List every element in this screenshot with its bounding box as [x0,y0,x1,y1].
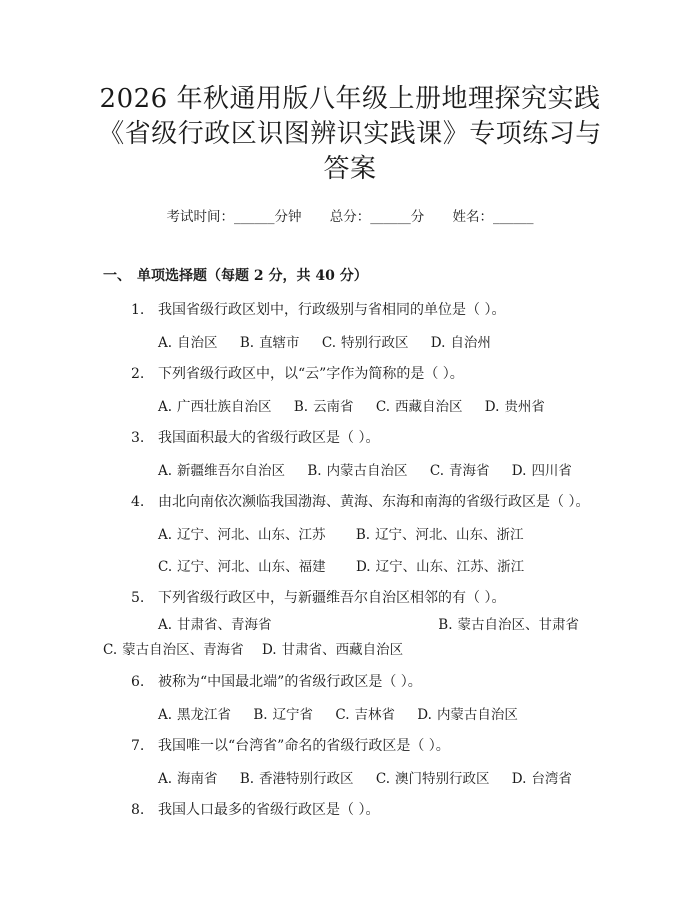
option-b: B. 直辖市 [239,335,300,351]
option-a: A. 海南省 [158,771,218,787]
option-d: D. 自治州 [430,335,491,351]
option-c: C. 青海省 [429,463,490,479]
option-c: C. 蒙古自治区、青海省 [103,642,244,658]
question-8 [131,799,379,819]
option-b: B. 香港特别行政区 [239,771,354,787]
question-number: 1. [131,302,145,318]
exam-score: 总分：______分 [329,209,425,225]
question-1-options [158,331,509,351]
question-2 [131,363,464,383]
option-b: B. 蒙古自治区、甘肃省 [438,617,579,633]
question-5 [131,587,505,607]
question-number: 4. [131,494,145,510]
question-7-options [158,767,590,787]
title-line-2: 《省级行政区识图辨识实践课》专项练习与 [98,119,602,149]
option-b: B. 内蒙古自治区 [307,463,408,479]
question-text: 下列省级行政区中，以“云”字作为简称的是（ ）。 [158,366,464,382]
option-d: D. 辽宁、山东、江苏、浙江 [355,559,525,575]
option-a: A. 甘肃省、青海省 [158,617,272,633]
option-b: B. 云南省 [293,399,354,415]
question-number: 2. [131,366,145,382]
section-label: 单项选择题（每题 2 分，共 40 分） [137,268,368,284]
question-3-options [158,459,590,479]
option-a: A. 广西壮族自治区 [158,399,272,415]
option-a: A. 黑龙江省 [158,707,232,723]
title-line-1: 2026 年秋通用版八年级上册地理探究实践 [99,84,601,114]
question-number: 7. [131,738,145,754]
question-2-options [158,395,563,415]
title-line-3: 答案 [323,154,377,184]
question-6-options [158,703,536,723]
section-heading [103,265,368,285]
question-5-options [103,613,593,663]
option-c: C. 西藏自治区 [375,399,463,415]
exam-meta [0,205,700,225]
question-number: 5. [131,590,145,606]
question-4-options-row-1 [158,523,542,543]
question-text: 我国面积最大的省级行政区是（ ）。 [158,430,380,446]
document-title [60,82,640,187]
option-c: C. 吉林省 [335,707,395,723]
question-text: 由北向南依次濒临我国渤海、黄海、东海和南海的省级行政区是（ ）。 [158,494,590,510]
option-d: D. 台湾省 [511,771,572,787]
option-d: D. 贵州省 [484,399,545,415]
question-text: 我国唯一以“台湾省”命名的省级行政区是（ ）。 [158,738,450,754]
question-1 [131,299,505,319]
option-c: C. 辽宁、河北、山东、福建 [158,559,326,575]
question-4-options-row-2 [158,555,542,575]
option-b: B. 辽宁、河北、山东、浙江 [355,527,524,543]
option-d: D. 四川省 [511,463,572,479]
question-6 [131,671,422,691]
option-a: A. 自治区 [158,335,218,351]
question-4 [131,491,589,511]
option-a: A. 新疆维吾尔自治区 [158,463,286,479]
option-d: D. 内蒙古自治区 [417,707,518,723]
question-text: 下列省级行政区中，与新疆维吾尔自治区相邻的有（ ）。 [158,590,506,606]
question-number: 6. [131,674,145,690]
option-d: D. 甘肃省、西藏自治区 [261,642,404,658]
option-a: A. 辽宁、河北、山东、江苏 [158,527,326,543]
question-text: 我国省级行政区划中，行政级别与省相同的单位是（ ）。 [158,302,506,318]
option-c: C. 特别行政区 [321,335,409,351]
question-3 [131,427,379,447]
question-text: 被称为“中国最北端”的省级行政区是（ ）。 [158,674,422,690]
question-7 [131,735,450,755]
student-name: 姓名：______ [452,209,534,225]
question-number: 8. [131,802,145,818]
exam-time: 考试时间：______分钟 [166,209,302,225]
section-number: 一、 [103,268,131,284]
option-c: C. 澳门特别行政区 [375,771,490,787]
question-number: 3. [131,430,145,446]
question-text: 我国人口最多的省级行政区是（ ）。 [158,802,380,818]
option-b: B. 辽宁省 [253,707,314,723]
